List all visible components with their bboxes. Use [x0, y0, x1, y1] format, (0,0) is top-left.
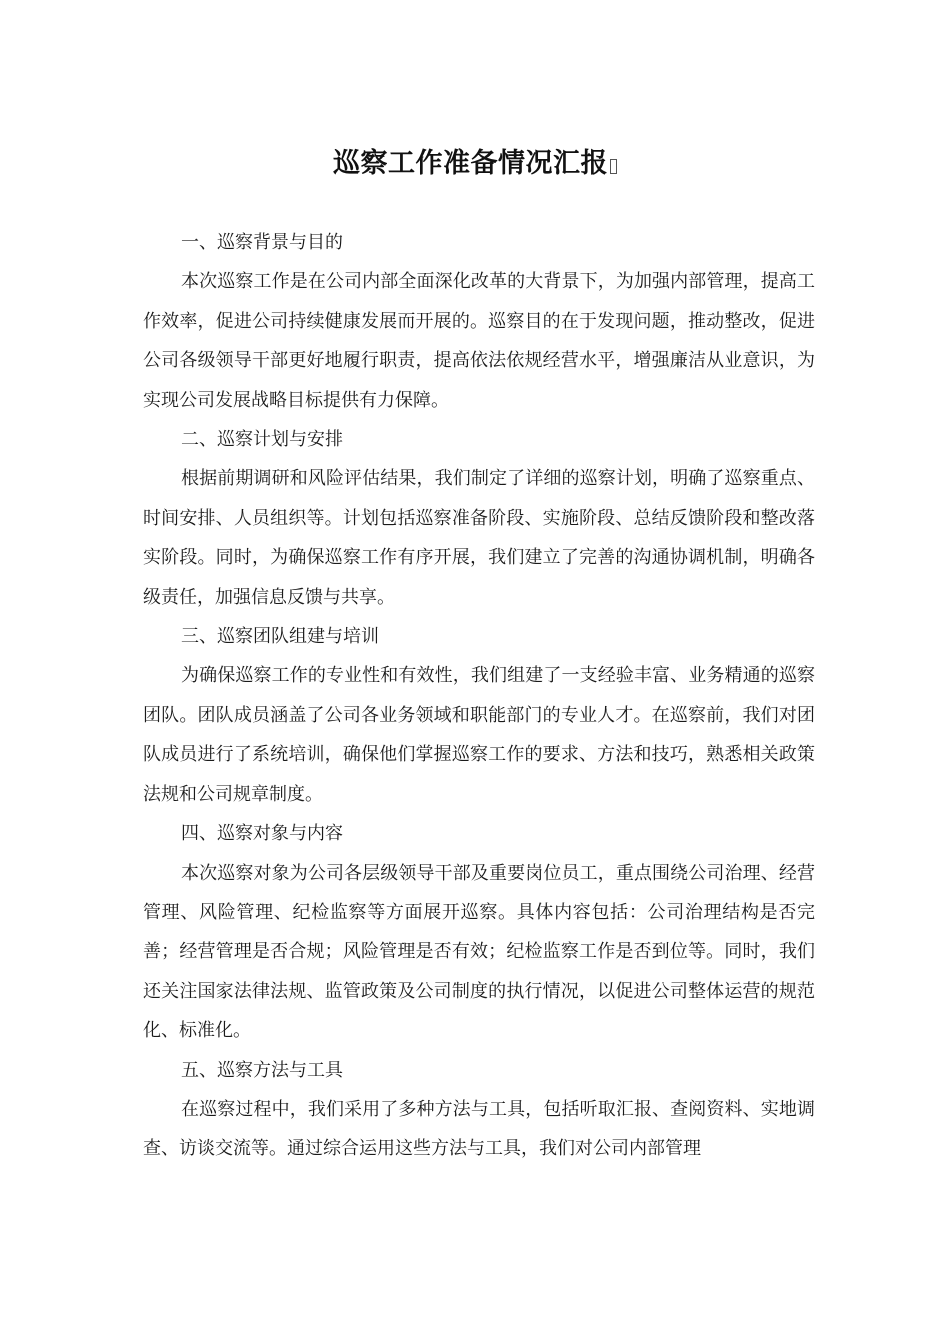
section-paragraph-5: 在巡察过程中，我们采用了多种方法与工具，包括听取汇报、查阅资料、实地调查、访谈交流等。通过综合运用这些方法与工具，我们对公司内部管理	[143, 1098, 815, 1160]
page-title: 巡察工作准备情况汇报	[333, 148, 608, 179]
section-heading-1: 一、巡察背景与目的	[181, 232, 343, 253]
section-heading-4: 四、巡察对象与内容	[181, 823, 343, 845]
title-area	[0, 142, 950, 186]
title-marker-glyph	[610, 159, 617, 174]
section-paragraph-3: 为确保巡察工作的专业性和有效性，我们组建了一支经验丰富、业务精通的巡察团队。团队成员涵盖了公司各业务领域和职能部门的专业人才。在巡察前，我们对团队成员进行了系统培训，确保他们掌握巡察工作的要求、方法和技巧，熟悉相关政策法规和公司规章制度。	[143, 665, 815, 805]
section-heading-2: 二、巡察计划与安排	[181, 429, 343, 451]
section-paragraph-4: 本次巡察对象为公司各层级领导干部及重要岗位员工，重点围绕公司治理、经营管理、风险管理、纪检监察等方面展开巡察。具体内容包括：公司治理结构是否完善；经营管理是否合规；风险管理是否有效；纪检监察工作是否到位等。同时，我们还关注国家法律法规、监管政策及公司制度的执行情况，以促进公司整体运营的规范化、标准化。	[143, 862, 815, 1042]
section-heading-5: 五、巡察方法与工具	[181, 1059, 343, 1081]
document-body	[143, 223, 815, 1169]
section-paragraph-1: 本次巡察工作是在公司内部全面深化改革的大背景下，为加强内部管理，提高工作效率，促进公司持续健康发展而开展的。巡察目的在于发现问题，推动整改，促进公司各级领导干部更好地履行职责，提高依法依规经营水平，增强廉洁从业意识，为实现公司发展战略目标提供有力保障。	[143, 271, 815, 411]
section-heading-3: 三、巡察团队组建与培训	[181, 626, 379, 648]
section-paragraph-2: 根据前期调研和风险评估结果，我们制定了详细的巡察计划，明确了巡察重点、时间安排、人员组织等。计划包括巡察准备阶段、实施阶段、总结反馈阶段和整改落实阶段。同时，为确保巡察工作有序开展，我们建立了完善的沟通协调机制，明确各级责任，加强信息反馈与共享。	[143, 468, 815, 608]
